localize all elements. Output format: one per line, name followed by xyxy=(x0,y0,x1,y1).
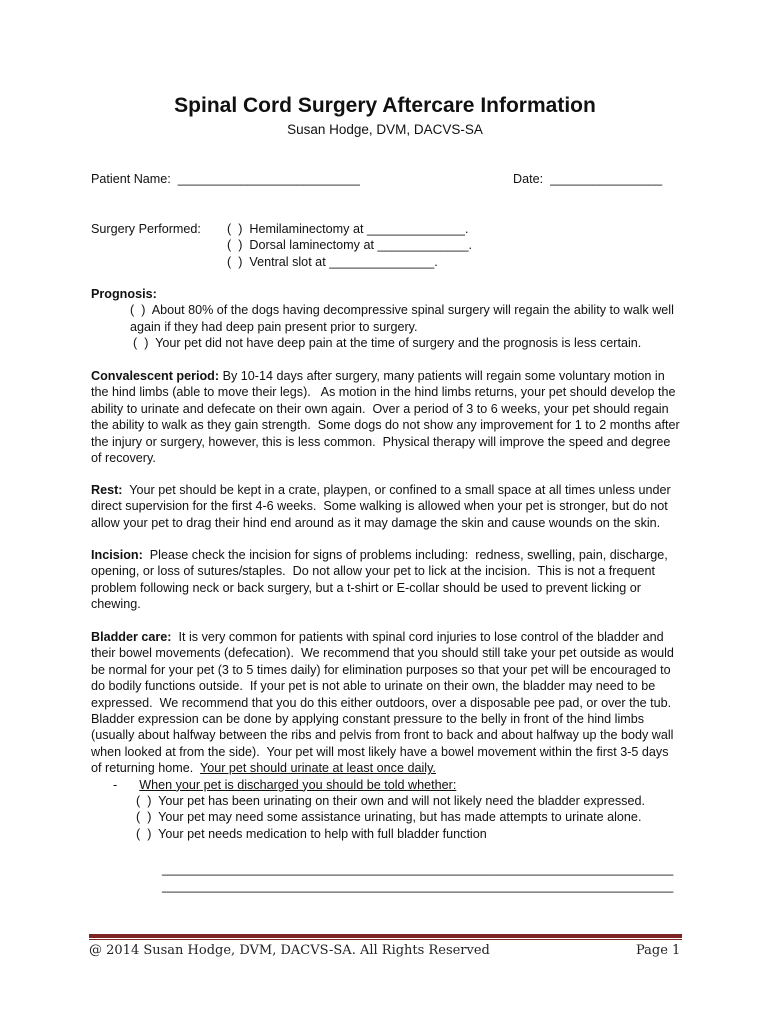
surgery-performed-label: Surgery Performed: xyxy=(91,222,201,236)
bladder-line: of returning home. xyxy=(91,761,200,776)
blank-line: _________________________________________________________________________ xyxy=(162,879,674,893)
bladder-option: ( ) Your pet has been urinating on their own and will not likely need the bladder expressed. xyxy=(136,794,645,809)
prognosis-line: again if they had deep pain present prior to surgery. xyxy=(130,319,418,334)
footer-divider xyxy=(89,934,682,938)
bladder-option: ( ) Your pet needs medication to help with full bladder function xyxy=(136,826,487,841)
bladder-line: (usually about halfway between the ribs and pelvis from front to back and about halfway up the body wall xyxy=(91,728,674,743)
document-author: Susan Hodge, DVM, DACVS-SA xyxy=(287,122,483,137)
bladder-line: expressed. We recommend that you do this either outdoors, over a disposable pee pad, or over the tub. xyxy=(91,695,672,710)
bullet-dash: - xyxy=(113,777,118,792)
surgery-option: ( ) Hemilaminectomy at ______________. xyxy=(227,222,469,236)
rest-heading: Rest: xyxy=(91,483,123,497)
incision-line: opening, or loss of sutures/staples. Do not allow your pet to lick at the incision. This is not a frequent xyxy=(91,564,655,579)
bladder-line: be normal for your pet (3 to 5 times daily) for elimination purposes so that your pet will be encouraged to xyxy=(91,662,671,677)
surgery-option: ( ) Dorsal laminectomy at _____________. xyxy=(227,238,473,252)
convalescent-line: By 10-14 days after surgery, many patients will regain some voluntary motion in xyxy=(219,369,665,383)
incision-heading: Incision: xyxy=(91,548,143,562)
bladder-line: when looked at from the side). Your pet will most likely have a bowel movement within the first 3-5 days xyxy=(91,744,669,759)
surgery-option: ( ) Ventral slot at _______________. xyxy=(227,255,438,269)
rest-line: direct supervision for the first 4-6 weeks. Some walking is allowed when your pet is stronger, but do not xyxy=(91,499,668,514)
incision-line: chewing. xyxy=(91,597,141,612)
document-title: Spinal Cord Surgery Aftercare Information xyxy=(174,94,596,117)
incision-line: problem following neck or back surgery, but a t-shirt or E-collar should be used to prevent licking or xyxy=(91,580,641,595)
convalescent-heading: Convalescent period: xyxy=(91,369,220,383)
footer-copyright: @ 2014 Susan Hodge, DVM, DACVS-SA. All Rights Reserved xyxy=(89,943,490,958)
date-field: Date: ________________ xyxy=(513,172,663,186)
rest-line: allow your pet to drag their hind end around as it may damage the skin and cause wounds on the skin. xyxy=(91,515,661,530)
incision-section xyxy=(91,547,743,613)
bladder-line: their bowel movements (defecation). We recommend that you should still take your pet outside as would xyxy=(91,646,674,661)
convalescent-line: the injury or surgery, however, this is less common. Physical therapy will improve the speed and degree xyxy=(91,434,671,449)
convalescent-line: the hind limbs (able to move their legs). As motion in the hind limbs returns, your pet should develop the xyxy=(91,385,676,400)
urinate-daily-note: Your pet should urinate at least once daily. xyxy=(199,761,436,776)
prognosis-section xyxy=(91,286,743,352)
footer-divider-thin xyxy=(89,939,682,940)
page-number: Page 1 xyxy=(636,943,681,958)
discharge-bullet: When your pet is discharged you should be told whether: xyxy=(139,777,457,792)
prognosis-line: ( ) Your pet did not have deep pain at the time of surgery and the prognosis is less certain. xyxy=(133,336,642,351)
bladder-line: It is very common for patients with spinal cord injuries to lose control of the bladder and xyxy=(171,630,664,644)
blank-line: _________________________________________________________________________ xyxy=(162,862,674,876)
convalescent-line: of recovery. xyxy=(91,451,156,466)
bladder-section xyxy=(91,629,743,842)
convalescent-line: the ability to walk as they gain strength. Some dogs do not show any improvement for 1 to 2 months after xyxy=(91,418,680,433)
bladder-line: do bodily functions outside. If your pet is not able to urinate on their own, the bladder may need to be xyxy=(91,679,656,694)
bladder-heading: Bladder care: xyxy=(91,630,172,644)
incision-line: Please check the incision for signs of problems including: redness, swelling, pain, discharge, xyxy=(142,548,668,562)
convalescent-section xyxy=(91,368,743,466)
patient-name-field: Patient Name: __________________________ xyxy=(91,172,360,186)
rest-section xyxy=(91,482,743,531)
prognosis-heading: Prognosis: xyxy=(91,287,157,301)
bladder-option: ( ) Your pet may need some assistance urinating, but has made attempts to urinate alone. xyxy=(136,810,642,825)
convalescent-line: ability to urinate and defecate on their own again. Over a period of 3 to 6 weeks, your pet should regain xyxy=(91,401,669,416)
rest-line: Your pet should be kept in a crate, playpen, or confined to a small space at all times unless under xyxy=(122,483,671,497)
prognosis-line: ( ) About 80% of the dogs having decompressive spinal surgery will regain the ability to walk well xyxy=(130,303,674,318)
bladder-line: Bladder expression can be done by applying constant pressure to the belly in front of the hind limbs xyxy=(91,712,645,727)
